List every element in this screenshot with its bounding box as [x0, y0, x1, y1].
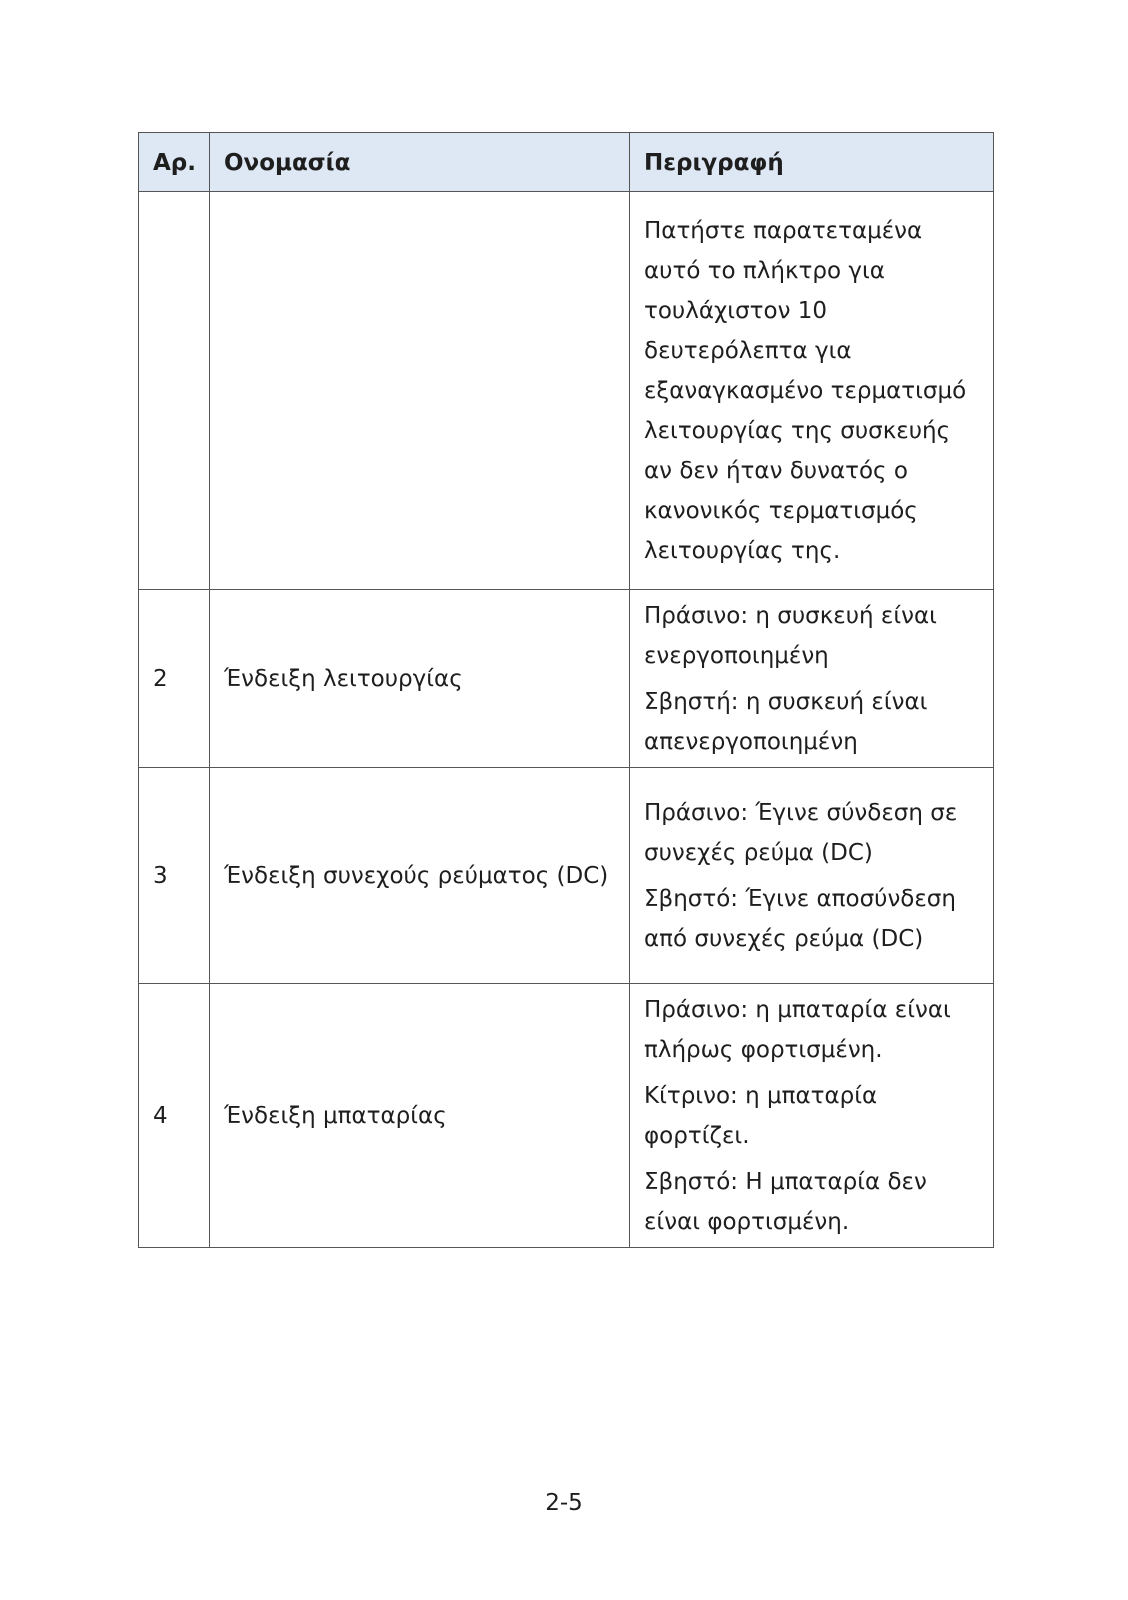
row-name: Ένδειξη συνεχούς ρεύματος (DC) [210, 768, 630, 984]
table-row [139, 768, 994, 984]
row-name: Ένδειξη μπαταρίας [210, 984, 630, 1248]
header-name: Ονομασία [210, 133, 630, 192]
header-description: Περιγραφή [630, 133, 994, 192]
description-line: Πράσινο: η μπαταρία είναι πλήρως φορτισμένη. [644, 996, 951, 1063]
description-line: Πράσινο: Έγινε σύνδεση σε συνεχές ρεύμα (DC) [644, 799, 958, 866]
row-description [630, 192, 994, 590]
row-description [630, 984, 994, 1248]
row-number [139, 192, 210, 590]
row-description [630, 768, 994, 984]
spec-table [138, 132, 994, 1248]
description-line: Σβηστό: Η μπαταρία δεν είναι φορτισμένη. [644, 1168, 927, 1235]
table-header-row [139, 133, 994, 192]
row-number: 4 [139, 984, 210, 1248]
table-row [139, 984, 994, 1248]
row-number: 2 [139, 590, 210, 768]
row-number: 3 [139, 768, 210, 984]
description-line: Σβηστό: Έγινε αποσύνδεση από συνεχές ρεύμα (DC) [644, 885, 956, 952]
row-description [630, 590, 994, 768]
row-name [210, 192, 630, 590]
table-row [139, 590, 994, 768]
description-line: Σβηστή: η συσκευή είναι απενεργοποιημένη [644, 688, 928, 755]
description-line: Πατήστε παρατεταμένα αυτό το πλήκτρο για τουλάχιστον 10 δευτερόλεπτα για εξαναγκασμένο τερματισμό λειτουργίας της συσκευής αν δεν ήταν δυνατός ο κανονικός τερματισμός λειτουργίας της. [644, 217, 967, 564]
description-line: Πράσινο: η συσκευή είναι ενεργοποιημένη [644, 602, 937, 669]
table-row [139, 192, 994, 590]
page-number: 2-5 [545, 1490, 583, 1516]
row-name: Ένδειξη λειτουργίας [210, 590, 630, 768]
description-line: Κίτρινο: η μπαταρία φορτίζει. [644, 1082, 878, 1149]
header-number: Αρ. [139, 133, 210, 192]
